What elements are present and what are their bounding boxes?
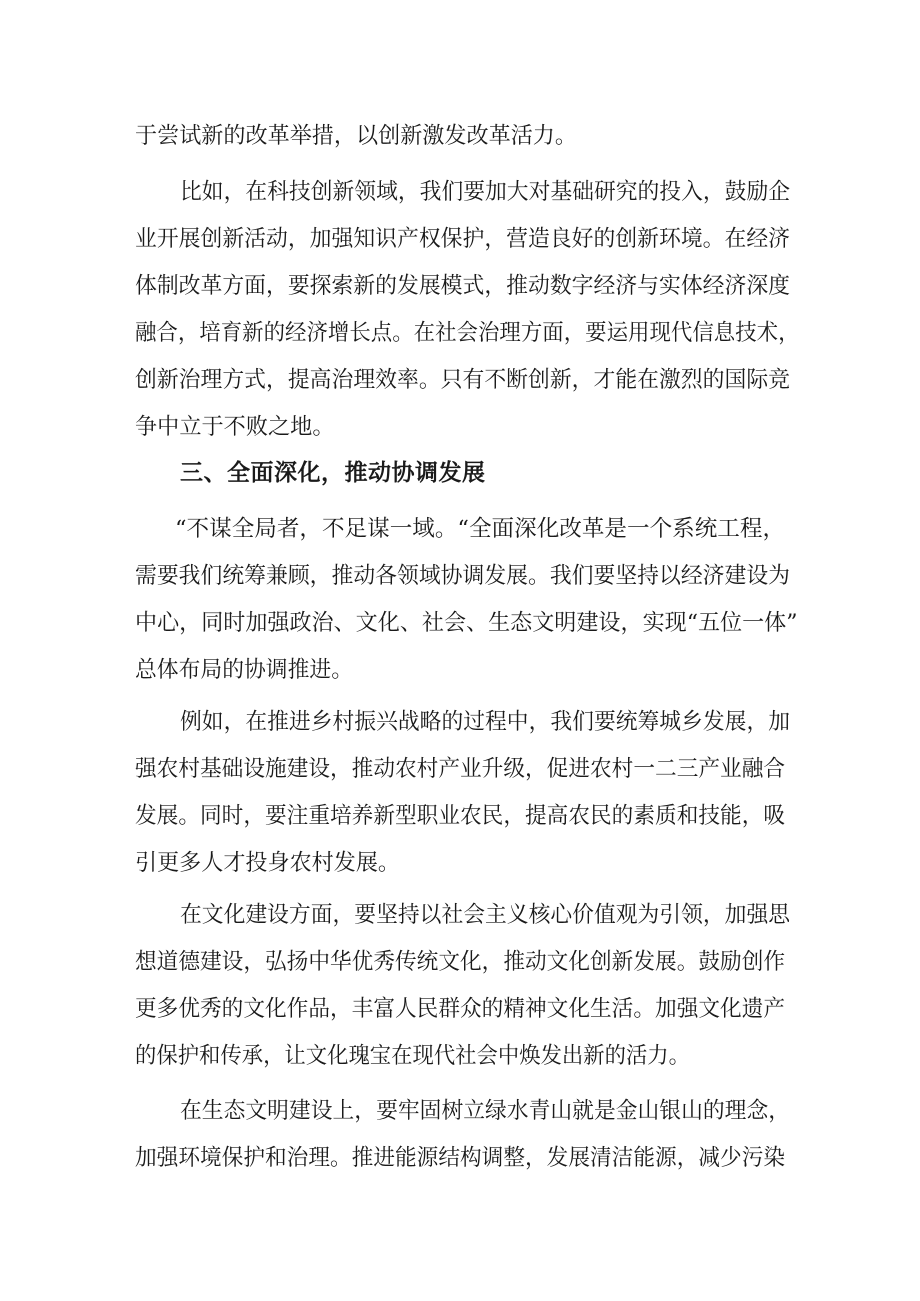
paragraph-line: 在文化建设方面，要坚持以社会主义核心价值观为引领，加强思 (180, 902, 791, 928)
paragraph-line: “不谋全局者，不足谋一域。“全面深化改革是一个系统工程， (175, 516, 786, 542)
paragraph-line: 在生态文明建设上，要牢固树立绿水青山就是金山银山的理念， (180, 1098, 791, 1124)
paragraph-line: 融合，培育新的经济增长点。在社会治理方面，要运用现代信息技术， (135, 320, 800, 346)
paragraph-line: 强农村基础设施建设，推动农村产业升级，促进农村一二三产业融合 (135, 756, 786, 782)
paragraph-line: 总体布局的协调推进。 (135, 657, 354, 683)
paragraph-line: 争中立于不败之地。 (135, 414, 335, 440)
paragraph-line: 想道德建设，弘扬中华优秀传统文化，推动文化创新发展。鼓励创作 (135, 949, 786, 975)
paragraph-line: 的保护和传承，让文化瑰宝在现代社会中焕发出新的活力。 (135, 1043, 691, 1069)
paragraph-line: 体制改革方面，要探索新的发展模式，推动数字经济与实体经济深度 (135, 273, 791, 299)
paragraph-line: 业开展创新活动，加强知识产权保护，营造良好的创新环境。在经济 (135, 226, 791, 252)
paragraph-line: 中心，同时加强政治、文化、社会、生态文明建设，实现“五位一体” (135, 610, 798, 636)
paragraph-line: 需要我们统筹兼顾，推动各领域协调发展。我们要坚持以经济建设为 (135, 563, 791, 589)
paragraph-line: 例如，在推进乡村振兴战略的过程中，我们要统筹城乡发展，加 (180, 709, 791, 735)
paragraph-line: 于尝试新的改革举措，以创新激发改革活力。 (135, 123, 578, 149)
section-heading: 三、全面深化，推动协调发展 (180, 460, 486, 486)
paragraph-line: 更多优秀的文化作品，丰富人民群众的精神文化生活。加强文化遗产 (135, 996, 786, 1022)
paragraph-line: 比如，在科技创新领域，我们要加大对基础研究的投入，鼓励企 (180, 179, 791, 205)
paragraph-line: 创新治理方式，提高治理效率。只有不断创新，才能在激烈的国际竞 (135, 367, 791, 393)
paragraph-line: 加强环境保护和治理。推进能源结构调整，发展清洁能源，减少污染 (135, 1145, 786, 1171)
paragraph-line: 发展。同时，要注重培养新型职业农民，提高农民的素质和技能，吸 (135, 803, 786, 829)
paragraph-line: 引更多人才投身农村发展。 (135, 850, 401, 876)
